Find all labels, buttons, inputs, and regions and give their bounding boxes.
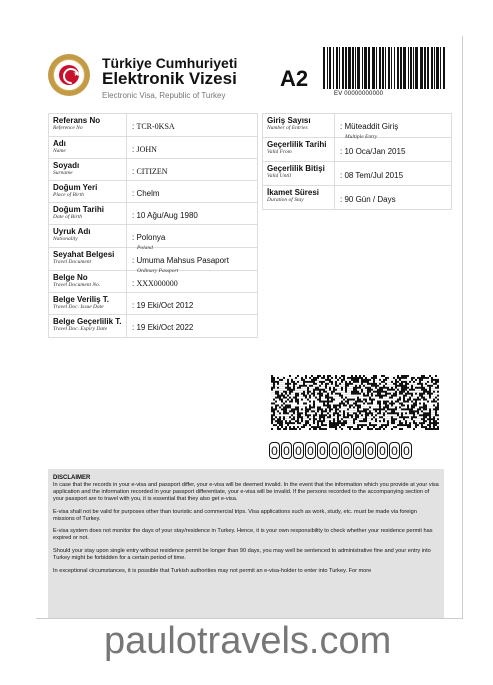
- field-value-cell: [335, 162, 451, 185]
- field-value-cell: [127, 137, 257, 158]
- disclaimer-paragraph: Should your stay upon single entry without residence permit be longer than 90 days, you may well be sentenced to administrative fine and your entry into Turkey might be forbidden for a certain period of time.: [53, 548, 431, 562]
- field-value-cell: [127, 248, 257, 274]
- serial-digit: 0: [329, 442, 340, 459]
- field-row: [49, 315, 257, 337]
- watermark: paulotravels.com: [104, 620, 392, 662]
- field-label-cell: [263, 114, 335, 137]
- field-colon: :: [132, 323, 137, 332]
- field-colon: :: [340, 170, 345, 180]
- field-value: 19 Eki/Oct 2012: [136, 300, 194, 310]
- field-colon: :: [132, 233, 137, 242]
- serial-digit: 0: [401, 442, 412, 459]
- field-value: 08 Tem/Jul 2015: [344, 170, 404, 180]
- field-sublabel: Number of Entries: [267, 125, 308, 131]
- field-value-sub: Poland: [137, 245, 153, 251]
- 2d-barcode-icon: [271, 375, 439, 430]
- field-label: Seyahat Belgesi: [53, 250, 115, 259]
- field-label: Geçerlilik Tarihi: [267, 140, 327, 149]
- field-colon: :: [132, 256, 137, 265]
- field-value: Umuma Mahsus Pasaport: [136, 256, 229, 265]
- field-sublabel: Date of Birth: [53, 214, 83, 220]
- field-colon: :: [132, 300, 137, 310]
- right-fields-table: [262, 113, 452, 210]
- left-fields-table: [48, 113, 258, 338]
- field-label-cell: [49, 271, 127, 292]
- header-line1: Türkiye Cumhuriyeti: [102, 55, 238, 71]
- serial-digit: 0: [341, 442, 352, 459]
- field-value: Polonya: [136, 233, 166, 242]
- field-row: [49, 114, 257, 137]
- field-label-cell: [49, 225, 127, 247]
- field-value-cell: [335, 186, 451, 209]
- field-row: [49, 293, 257, 315]
- field-value: CITIZEN: [136, 166, 168, 176]
- field-label: Geçerlilik Bitişi: [267, 164, 325, 173]
- serial-number-boxes: [269, 442, 412, 459]
- barcode-number: EV 00000000000: [334, 91, 384, 97]
- field-label: Belge Veriliş T.: [53, 295, 110, 304]
- field-label: Doğum Yeri: [53, 183, 98, 192]
- field-value-cell: [127, 159, 257, 180]
- field-label-cell: [263, 138, 335, 161]
- field-value-sub: Ordinary Passport: [137, 268, 179, 274]
- field-colon: :: [132, 188, 137, 198]
- field-label-cell: [49, 248, 127, 270]
- field-label-cell: [49, 114, 127, 136]
- disclaimer-box: [48, 469, 444, 618]
- field-label-cell: [49, 315, 127, 337]
- field-row: [49, 181, 257, 203]
- header-subtitle: Electronic Visa, Republic of Turkey: [102, 91, 226, 100]
- field-sublabel: Duration of Stay: [267, 197, 304, 203]
- field-sublabel: Travel Document: [53, 259, 92, 265]
- field-value-cell: [335, 138, 451, 161]
- field-label-cell: [49, 137, 127, 158]
- field-row: [49, 159, 257, 181]
- field-label: Adı: [53, 139, 66, 148]
- disclaimer-paragraph: E-visa shall not be valid for purposes other than touristic and commercial trips. Visa applications such as work, study, etc. must be made via foreign missions of Turkey.: [53, 508, 417, 522]
- field-label-cell: [263, 162, 335, 185]
- field-value: 90 Gün / Days: [344, 194, 396, 204]
- field-sublabel: Place of Birth: [53, 192, 84, 198]
- disclaimer-paragraph: E-visa system does not monitor the days of your stay/residence in Turkey. Hence, it is your own responsibility to check whether your residence permit has expired or not.: [53, 528, 433, 542]
- field-row: [49, 203, 257, 225]
- field-value-sub: Multiple Entry: [345, 134, 378, 140]
- field-value: Müteaddit Giriş: [344, 122, 399, 131]
- field-value: JOHN: [136, 144, 157, 154]
- field-label-cell: [49, 293, 127, 314]
- serial-digit: 0: [353, 442, 364, 459]
- barcode-icon: [323, 47, 445, 89]
- field-value: TCR-0KSA: [136, 122, 175, 131]
- field-value-cell: [127, 203, 257, 224]
- field-colon: :: [340, 146, 345, 156]
- field-colon: :: [340, 122, 345, 131]
- serial-digit: 0: [305, 442, 316, 459]
- field-label: Uyruk Adı: [53, 227, 91, 236]
- field-value-cell: [127, 293, 257, 314]
- field-label: Doğum Tarihi: [53, 205, 104, 214]
- disclaimer-title: DISCLAIMER: [53, 475, 91, 481]
- header-line2: Elektronik Vizesi: [102, 69, 237, 88]
- field-value-cell: [127, 114, 257, 136]
- field-colon: :: [132, 278, 137, 288]
- field-label: Soyadı: [53, 161, 80, 170]
- field-row: [263, 138, 451, 162]
- field-value-cell: [127, 225, 257, 251]
- field-sublabel: Name: [53, 148, 66, 154]
- field-sublabel: Valid From: [267, 149, 292, 155]
- field-sublabel: Valid Until: [267, 173, 291, 179]
- field-label: İkamet Süresi: [267, 188, 320, 197]
- disclaimer-paragraph: In case that the records in your e-visa and passport differ, your e-visa will be deemed invalid. In the event that the information which you provide at your visa application and the information recorded in your passport differentiate, your e-visa will be invalid. If the persons recorded to the accompanying section of your passport are to travel with you, it is essential that they also get e-visa.: [53, 481, 439, 502]
- field-label: Giriş Sayısı: [267, 116, 311, 125]
- field-colon: :: [132, 210, 137, 220]
- serial-digit: 0: [269, 442, 280, 459]
- disclaimer-paragraph: In exceptional circumstances, it is possible that Turkish authorities may not permit an e-visa-holder to enter into Turkey. For more: [53, 568, 372, 575]
- field-sublabel: Surname: [53, 170, 73, 176]
- field-value: 10 Ağu/Aug 1980: [136, 210, 198, 220]
- visa-type: A2: [280, 66, 309, 91]
- field-sublabel: Nationality: [53, 236, 78, 242]
- serial-digit: 0: [377, 442, 388, 459]
- field-label: Belge No: [53, 273, 88, 282]
- field-value: XXX000000: [136, 278, 178, 288]
- field-row: [263, 186, 451, 209]
- field-colon: :: [340, 194, 345, 204]
- field-colon: :: [132, 122, 137, 131]
- turkish-republic-seal-icon: ★: [48, 54, 90, 96]
- field-sublabel: Travel Doc. Expiry Date: [53, 326, 108, 332]
- field-row: [49, 137, 257, 159]
- serial-digit: 0: [317, 442, 328, 459]
- serial-digit: 0: [293, 442, 304, 459]
- field-value-cell: [335, 114, 451, 140]
- field-value-cell: [127, 181, 257, 202]
- field-label-cell: [49, 181, 127, 202]
- field-value-cell: [127, 315, 257, 337]
- field-row: [49, 271, 257, 293]
- field-value: 10 Oca/Jan 2015: [344, 146, 406, 156]
- field-value: Chelm: [136, 188, 160, 198]
- field-label-cell: [49, 159, 127, 180]
- field-row: [263, 162, 451, 186]
- field-colon: :: [132, 166, 137, 176]
- field-colon: :: [132, 144, 137, 154]
- field-value-cell: [127, 271, 257, 292]
- field-value: 19 Eki/Oct 2022: [136, 323, 194, 332]
- serial-digit: 0: [281, 442, 292, 459]
- field-sublabel: Reference No: [53, 125, 83, 131]
- serial-digit: 0: [389, 442, 400, 459]
- field-sublabel: Travel Doc. Issue Date: [53, 304, 104, 310]
- field-sublabel: Travel Document No.: [53, 282, 101, 288]
- serial-digit: 0: [365, 442, 376, 459]
- field-label: Belge Geçerlilik T.: [53, 317, 122, 326]
- field-row: [263, 114, 451, 138]
- field-row: [49, 225, 257, 251]
- field-label: Referans No: [53, 116, 101, 125]
- field-row: [49, 248, 257, 274]
- field-label-cell: [49, 203, 127, 224]
- field-label-cell: [263, 186, 335, 209]
